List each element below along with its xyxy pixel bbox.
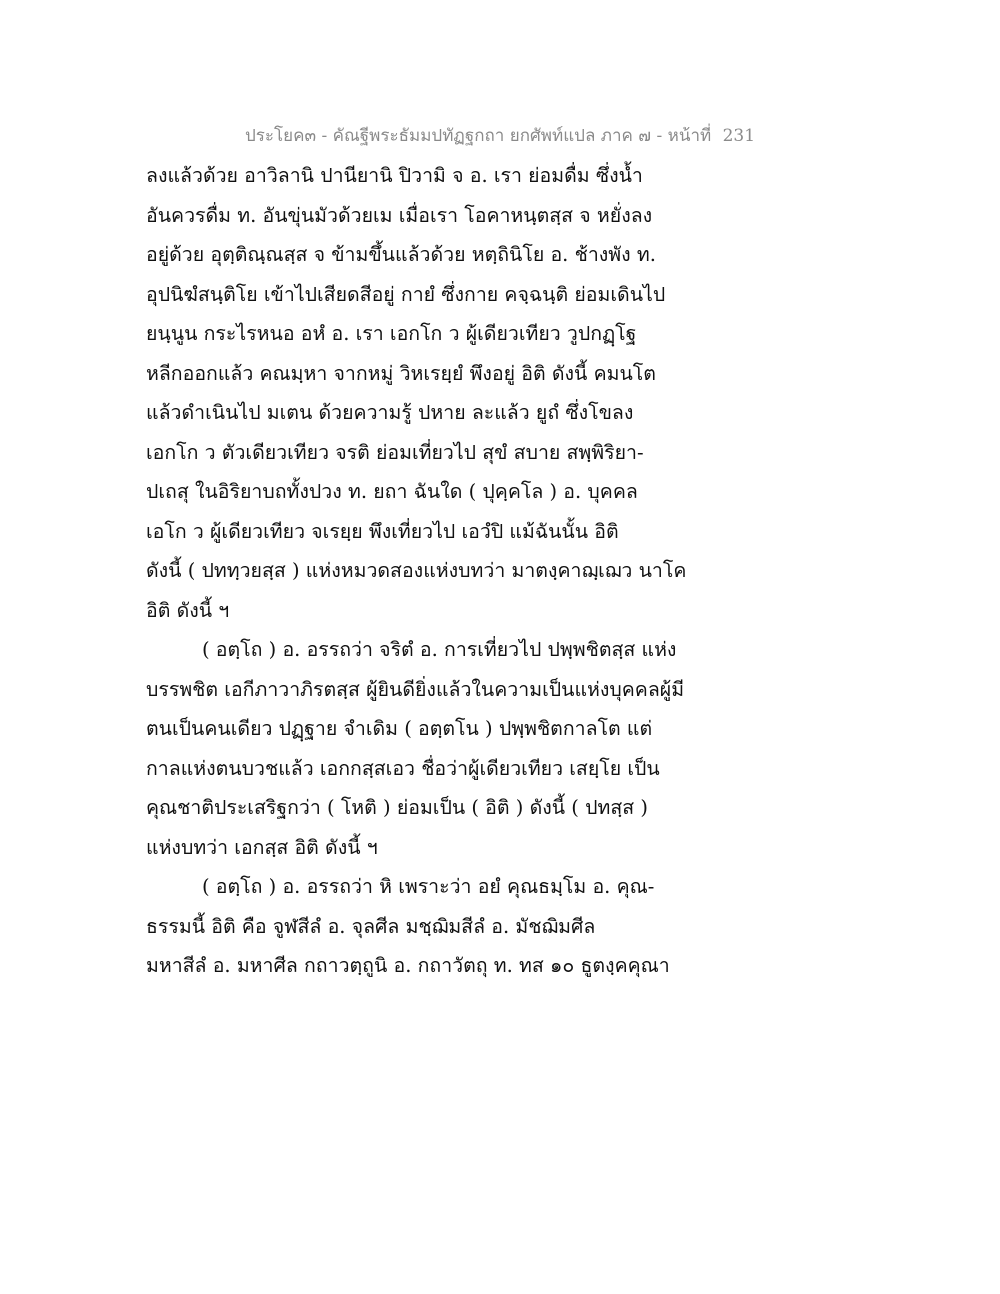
text-line: ตนเป็นคนเดียว ปฏฺฐาย จำเดิม ( อตฺตโน ) ปพฺพชิตกาลโต แต่ <box>146 717 653 740</box>
running-header <box>0 122 1000 149</box>
text-line: ( อตฺโถ ) อ. อรรถว่า หิ เพราะว่า อยํ คุณธมฺโม อ. คุณ- <box>202 875 655 898</box>
body-text <box>146 156 706 986</box>
text-line: กาลแห่งตนบวชแล้ว เอกกสฺสเอว ชื่อว่าผู้เดียวเทียว เสยฺโย เป็น <box>146 756 660 780</box>
text-line: ปเถสุ ในอิริยาบถทั้งปวง ท. ยถา ฉันใด ( ปุคฺคโล ) อ. บุคคล <box>146 480 638 503</box>
paragraph <box>146 630 706 867</box>
text-line: อิติ ดังนี้ ฯ <box>146 598 230 622</box>
text-line: บรรพชิต เอกีภาวาภิรตสฺส ผู้ยินดียิ่งแล้วในความเป็นแห่งบุคคลผู้มี <box>146 677 685 701</box>
text-line: แล้วดำเนินไป มเตน ด้วยความรู้ ปหาย ละแล้ว ยูถํ ซึ่งโขลง <box>146 401 634 424</box>
text-line: อยู่ด้วย อุตฺติณฺณสฺส จ ข้ามขึ้นแล้วด้วย หตฺถินิโย อ. ช้างพัง ท. <box>146 243 656 266</box>
page-number: 231 <box>722 126 756 146</box>
paragraph <box>146 156 706 630</box>
text-line: มหาสีลํ อ. มหาศีล กถาวตฺถูนิ อ. กถาวัตถุ ท. ทส ๑๐ ธูตงฺคคุณา <box>146 954 670 977</box>
text-line: ธรรมนี้ อิติ คือ จูฬสีลํ อ. จุลศีล มชฺฌิมสีลํ อ. มัชฌิมศีล <box>146 914 596 938</box>
text-line: ลงแล้วด้วย อาวิลานิ ปานียานิ ปิวามิ จ อ. เรา ย่อมดื่ม ซึ่งน้ำ <box>146 164 643 187</box>
text-line: ( อตฺโถ ) อ. อรรถว่า จริตํ อ. การเที่ยวไป ปพฺพชิตสฺส แห่ง <box>202 638 677 661</box>
text-line: อันควรดื่ม ท. อันขุ่นมัวด้วยเม เมื่อเรา โอคาหนฺตสฺส จ หยั่งลง <box>146 203 653 227</box>
text-line: อุปนิฆํสนฺติโย เข้าไปเสียดสีอยู่ กายํ ซึ่งกาย คจฺฉนฺติ ย่อมเดินไป <box>146 282 666 306</box>
text-line: หลีกออกแล้ว คณมฺหา จากหมู่ วิหเรยฺยํ พึงอยู่ อิติ ดังนี้ คมนโต <box>146 361 656 385</box>
paragraph <box>146 867 706 986</box>
text-line: คุณชาติประเสริฐกว่า ( โหติ ) ย่อมเป็น ( อิติ ) ดังนี้ ( ปทสฺส ) <box>146 796 648 819</box>
text-line: ดังนี้ ( ปททฺวยสฺส ) แห่งหมวดสองแห่งบทว่า มาตงฺคาฌฺเฌว นาโค <box>146 559 687 582</box>
header-title: ประโยค๓ - คัณฐีพระธัมมปทัฏฐกถา ยกศัพท์แปล ภาค ๗ - หน้าที่ <box>244 126 712 146</box>
text-line: แห่งบทว่า เอกสฺส อิติ ดังนี้ ฯ <box>146 835 378 859</box>
text-line: เอโก ว ผู้เดียวเทียว จเรยฺย พึงเที่ยวไป เอวํปิ แม้ฉันนั้น อิติ <box>146 519 619 543</box>
text-line: ยนฺนูน กระไรหนอ อหํ อ. เรา เอกโก ว ผู้เดียวเทียว วูปกฏฺโฐ <box>146 322 637 345</box>
text-line: เอกโก ว ตัวเดียวเทียว จรติ ย่อมเที่ยวไป สุขํ สบาย สพฺพิริยา- <box>146 440 644 464</box>
